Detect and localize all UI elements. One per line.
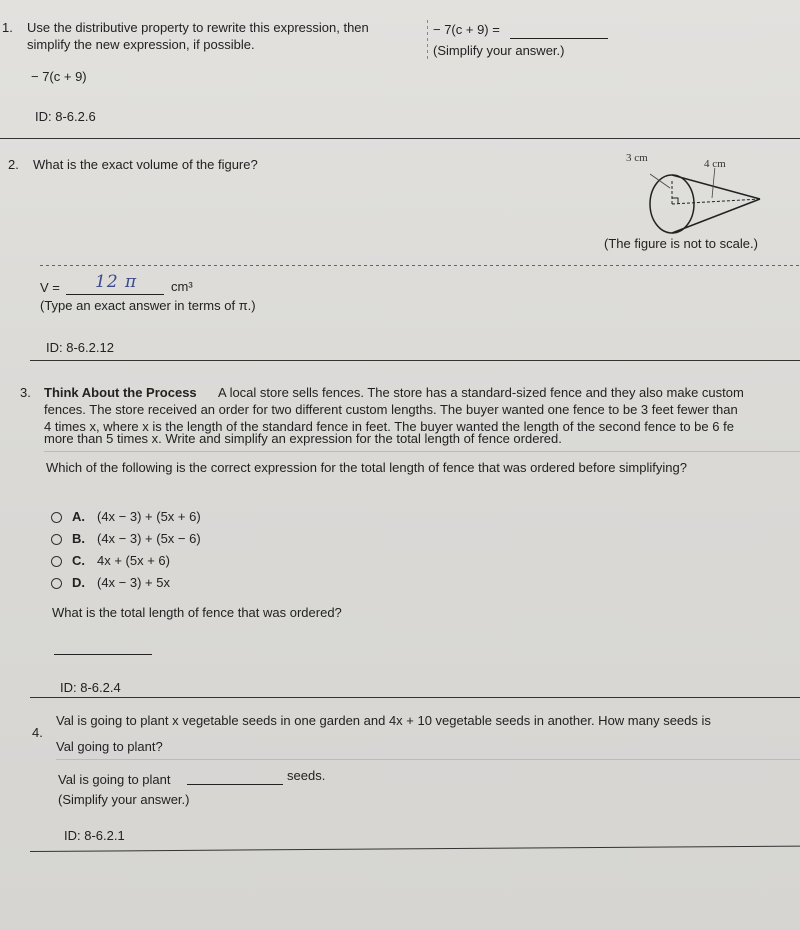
q3-question2: What is the total length of fence that was ordered?	[52, 605, 342, 620]
q4-bottom-rule	[30, 846, 800, 852]
q3-question: Which of the following is the correct expression for the total length of fence that was ordered before simplifying?	[46, 460, 687, 475]
q2-prompt: What is the exact volume of the figure?	[33, 157, 258, 172]
q3-option-c-text: 4x + (5x + 6)	[97, 553, 170, 568]
q3-answer-underline	[54, 654, 152, 655]
q4-answer-underline	[187, 784, 283, 785]
q3-bottom-rule	[30, 697, 800, 698]
q4-answer-prefix: Val is going to plant	[58, 772, 171, 787]
q4-question-separator	[56, 759, 800, 760]
q1-answer-underline	[510, 38, 608, 39]
q3-option-d-letter: D.	[72, 575, 85, 590]
q3-number: 3.	[20, 385, 31, 400]
q2-answer-underline	[66, 294, 164, 295]
q1-prompt-line1: Use the distributive property to rewrite this expression, then	[27, 20, 369, 35]
q4-answer-suffix: seeds.	[287, 768, 326, 783]
q1-answer-label: − 7(c + 9) =	[433, 22, 500, 37]
q3-title: Think About the Process	[44, 385, 197, 400]
q2-hint: (Type an exact answer in terms of π.)	[40, 298, 256, 313]
q2-section-separator	[40, 265, 800, 266]
q1-hint: (Simplify your answer.)	[433, 43, 565, 58]
cone-figure-icon	[640, 168, 770, 238]
q3-option-b-text: (4x − 3) + (5x − 6)	[97, 531, 201, 546]
q3-line1: A local store sells fences. The store has a standard-sized fence and they also make custom	[218, 385, 744, 400]
q3-radio-b[interactable]	[51, 534, 62, 545]
q3-radio-c[interactable]	[51, 556, 62, 567]
q3-line2: fences. The store received an order for two different custom lengths. The buyer wanted one fence to be 3 feet fewer than	[44, 402, 738, 417]
q4-number: 4.	[32, 725, 43, 740]
q2-figure-label-radius: 3 cm	[626, 152, 648, 164]
q3-radio-d[interactable]	[51, 578, 62, 589]
q3-answer-field[interactable]	[54, 638, 152, 654]
q3-option-c-letter: C.	[72, 553, 85, 568]
q3-question-separator	[44, 451, 800, 452]
q2-figure-label-height: 4 cm	[704, 158, 726, 170]
q2-answer-label: V =	[40, 280, 60, 295]
q2-answer-field[interactable]: 12 π	[95, 272, 138, 292]
q1-prompt-line2: simplify the new expression, if possible.	[27, 37, 255, 52]
q1-answer-field[interactable]	[510, 22, 608, 38]
q4-hint: (Simplify your answer.)	[58, 792, 190, 807]
q4-id: ID: 8-6.2.1	[64, 828, 125, 843]
q2-id: ID: 8-6.2.12	[46, 340, 114, 355]
q3-radio-a[interactable]	[51, 512, 62, 523]
q1-number: 1.	[2, 20, 13, 35]
q3-option-d-text: (4x − 3) + 5x	[97, 575, 170, 590]
q3-option-b-letter: B.	[72, 531, 85, 546]
q1-bottom-rule	[0, 138, 800, 139]
q2-bottom-rule	[30, 360, 800, 361]
q1-expression: − 7(c + 9)	[31, 69, 87, 84]
q3-line4: more than 5 times x. Write and simplify an expression for the total length of fence ordered.	[44, 431, 562, 446]
q2-number: 2.	[8, 157, 19, 172]
q2-unit: cm³	[171, 279, 193, 294]
q1-divider-vertical	[427, 20, 428, 60]
q1-id: ID: 8-6.2.6	[35, 109, 96, 124]
q3-option-a-letter: A.	[72, 509, 85, 524]
q3-id: ID: 8-6.2.4	[60, 680, 121, 695]
q4-prompt-line1: Val is going to plant x vegetable seeds in one garden and 4x + 10 vegetable seeds in another. How many seeds is	[56, 713, 711, 728]
q2-figure-note: (The figure is not to scale.)	[604, 236, 758, 251]
q4-prompt-line2: Val going to plant?	[56, 739, 163, 754]
q4-answer-field[interactable]	[187, 768, 283, 784]
q3-option-a-text: (4x − 3) + (5x + 6)	[97, 509, 201, 524]
q3-line3: 4 times x, where x is the length of the standard fence in feet. The buyer wanted the length of the second fence to be 6 fe	[44, 419, 734, 434]
